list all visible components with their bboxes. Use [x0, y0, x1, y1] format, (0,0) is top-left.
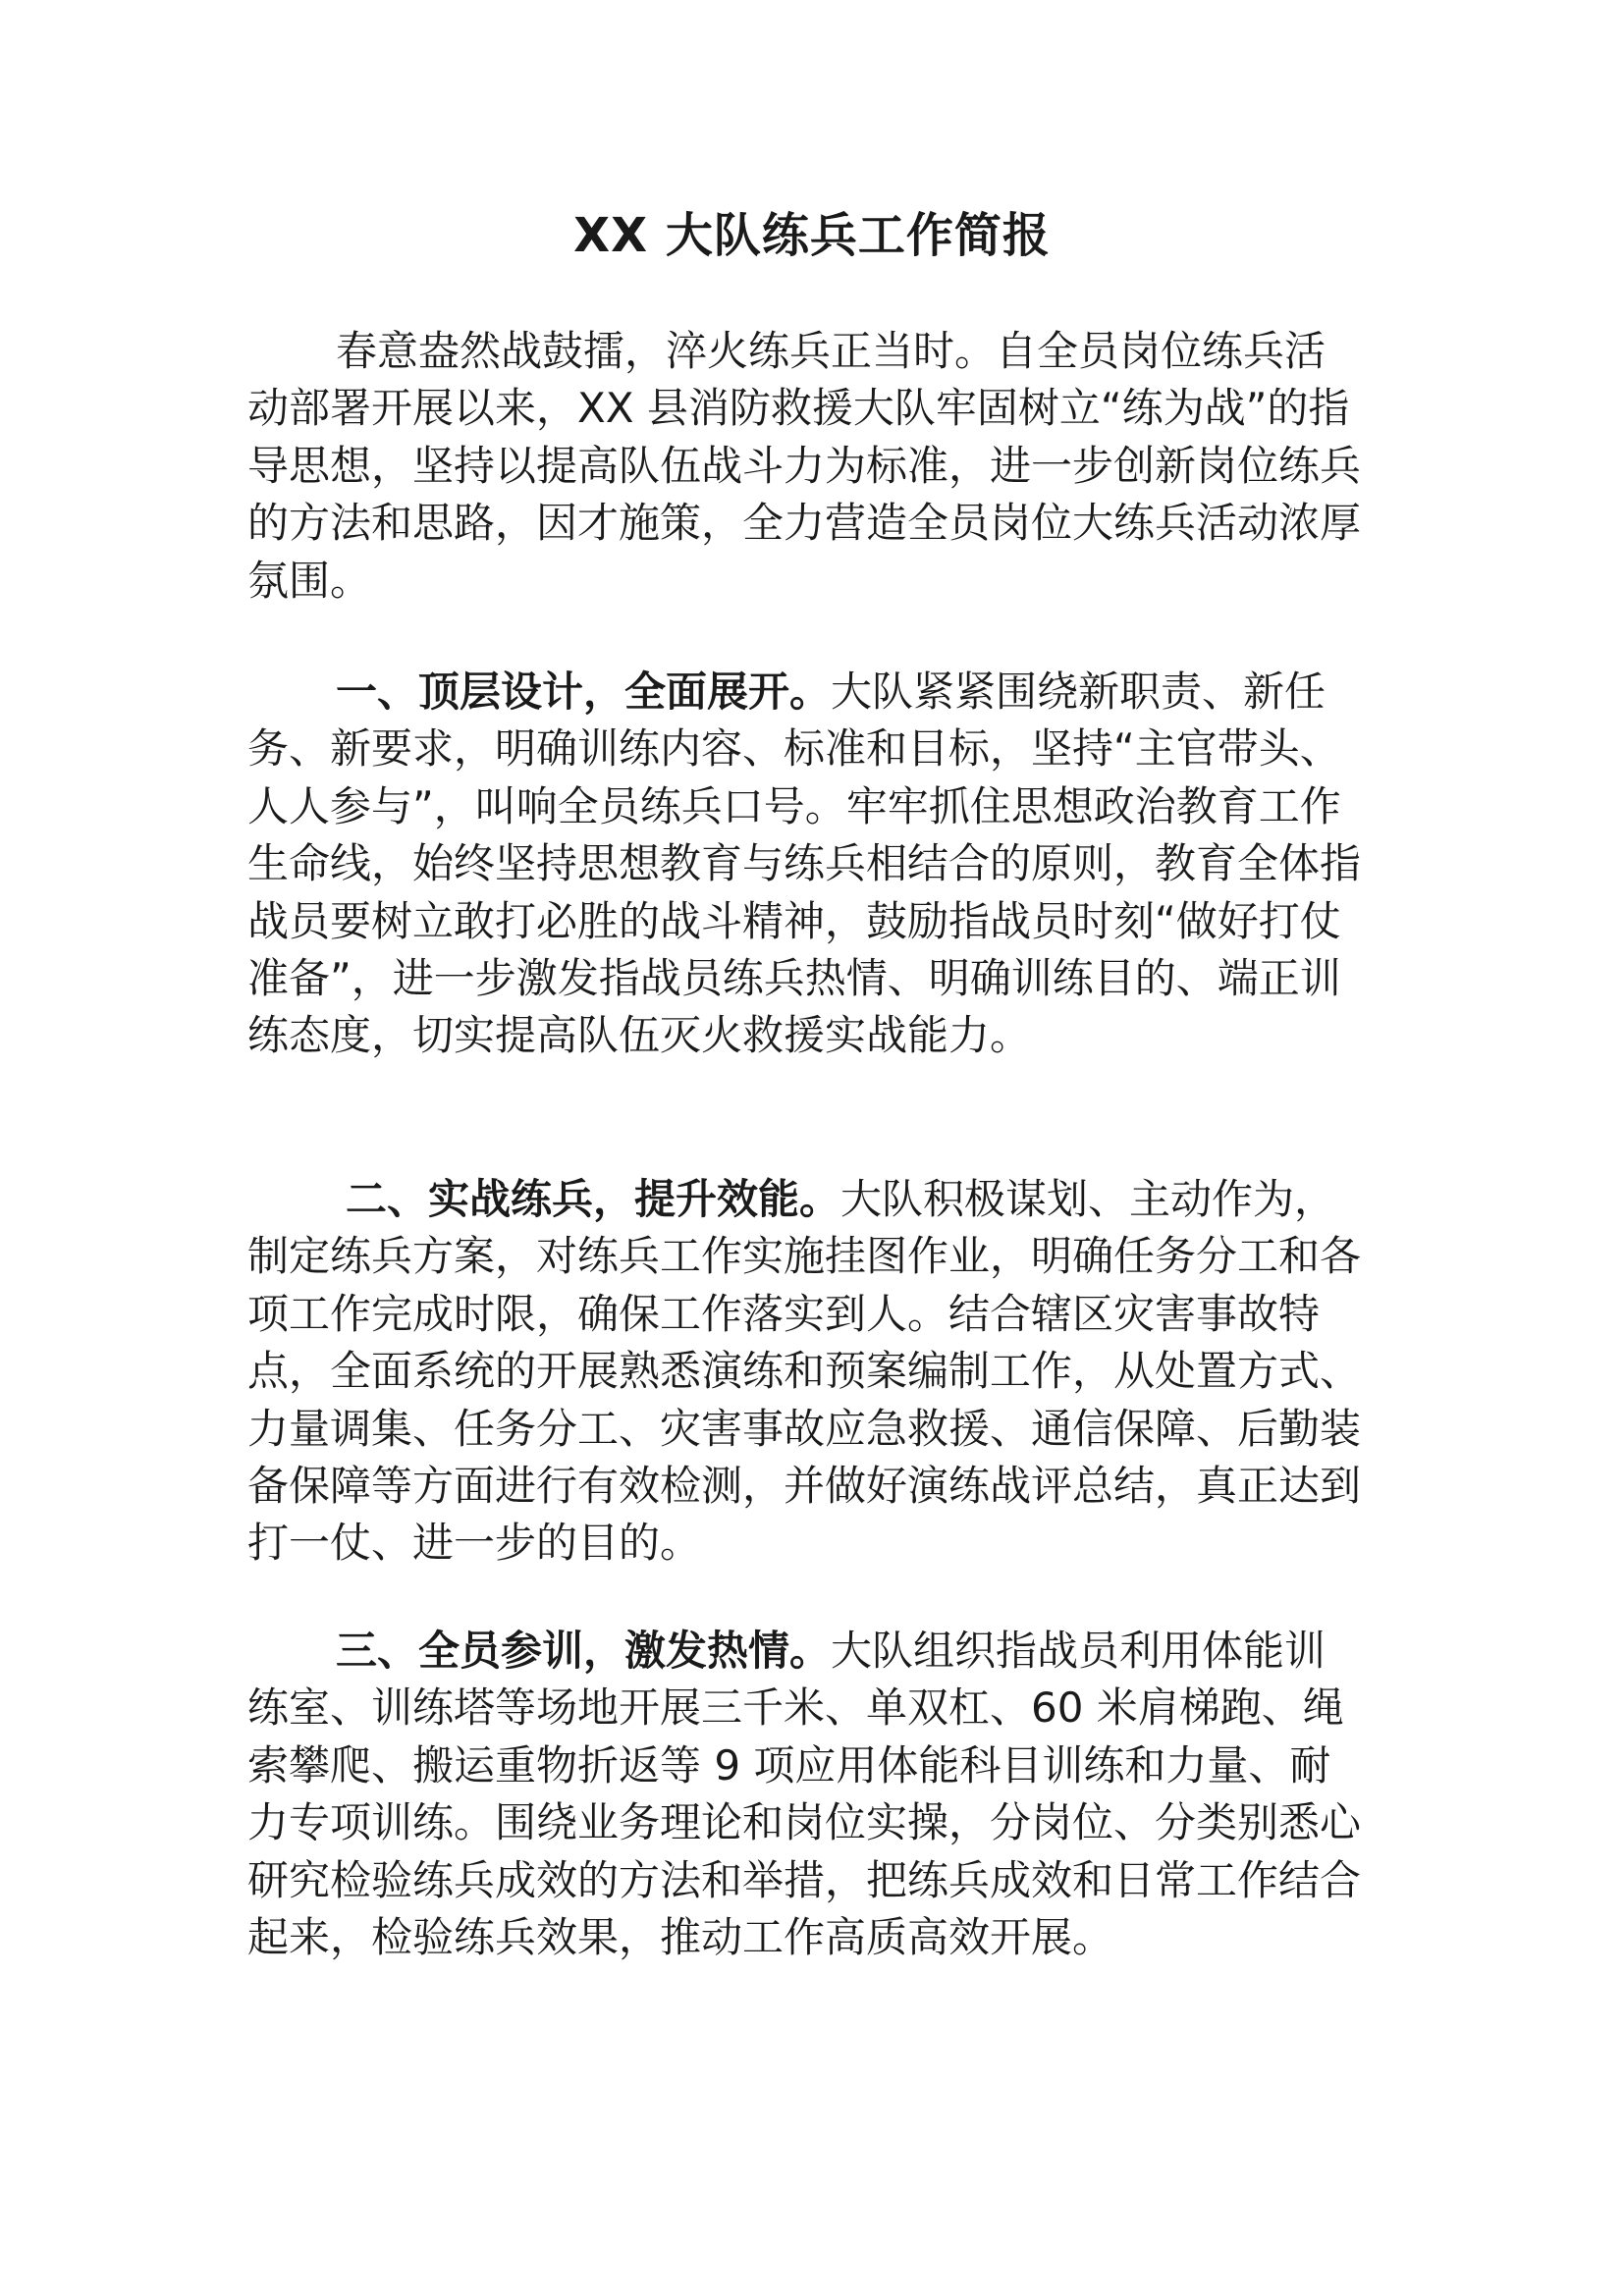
section-2-body: 大队积极谋划、主动作为，制定练兵方案，对练兵工作实施挂图作业，明确任务分工和各项工作完成时限，确保工作落实到人。结合辖区灾害事故特点，全面系统的开展熟悉演练和预案编制工作，从处置方式、力量调集、任务分工、灾害事故应急救援、通信保障、后勤装备保障等方面进行有效检测，并做好演练战评总结，真正达到打一仗、进一步的目的。 [247, 1175, 1362, 1568]
intro-paragraph: 春意盎然战鼓擂，淬火练兵正当时。自全员岗位练兵活动部署开展以来，XX 县消防救援大队牢固树立“练为战”的指导思想，坚持以提高队伍战斗力为标准，进一步创新岗位练兵的方法和思路，因才施策，全力营造全员岗位大练兵活动浓厚氛围。 [247, 327, 1362, 605]
section-2-heading: 二、实战练兵，提升效能。 [346, 1175, 841, 1223]
document-title: XX 大队练兵工作简报 [573, 208, 1051, 263]
section-3-body: 大队组织指战员利用体能训练室、训练塔等场地开展三千米、单双杠、60 米肩梯跑、绳索攀爬、搬运重物折返等 9 项应用体能科目训练和力量、耐力专项训练。围绕业务理论和岗位实操，分岗位、分类别悉心研究检验练兵成效的方法和举措，把练兵成效和日常工作结合起来，检验练兵效果，推动工作高质高效开展。 [247, 1627, 1362, 1962]
section-2-paragraph [247, 1171, 1362, 1573]
section-3-heading: 三、全员参训，激发热情。 [336, 1627, 832, 1675]
section-1-body: 大队紧紧围绕新职责、新任务、新要求，明确训练内容、标准和目标，坚持“主官带头、人人参与”，叫响全员练兵口号。牢牢抓住思想政治教育工作生命线，始终坚持思想教育与练兵相结合的原则，教育全体指战员要树立敢打必胜的战斗精神，鼓励指战员时刻“做好打仗准备”，进一步激发指战员练兵热情、明确训练目的、端正训练态度，切实提高队伍灭火救援实战能力。 [247, 667, 1362, 1060]
section-3-paragraph [247, 1623, 1362, 1966]
section-1-paragraph [247, 664, 1362, 1065]
section-1-heading: 一、顶层设计，全面展开。 [336, 667, 832, 716]
